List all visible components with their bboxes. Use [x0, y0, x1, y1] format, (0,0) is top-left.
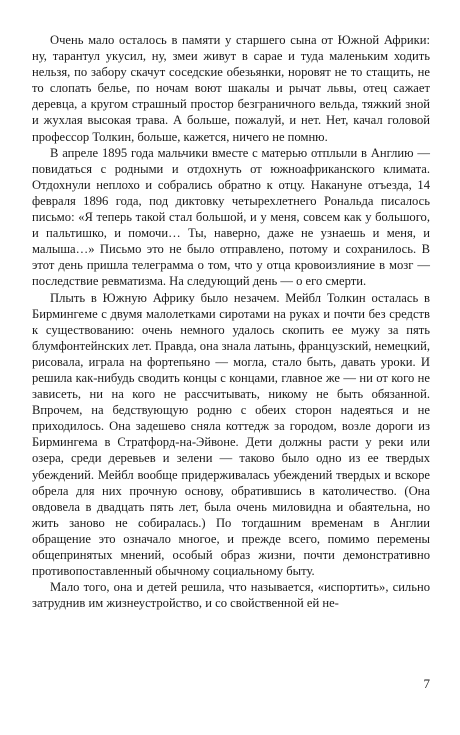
paragraph-south-africa-memories: Очень мало осталось в памяти у старшего сына от Южной Африки: ну, тарантул укусил, ну, змеи живут в сарае и туда маленьким ходить нельзя, по забору скачут соседские обезьянки, норовят не то стащить, не то слопать белье, по ночам воют шакалы и рычат львы, отец сажает деревца, а кругом страшный простор безграничного вельда, тяжкий зной и жухлая высокая трава. А больше, пожалуй, и нет. Нет, качал головой профессор Толкин, больше, кажется, ничего не помню.: [32, 33, 430, 144]
page-number: 7: [423, 676, 430, 691]
paragraph-spoil-children: Мало того, она и детей решила, что называется, «испортить», сильно затруднив им жизнеустройство, и со свойственной ей не-: [32, 580, 430, 611]
paragraph-april-1895: В апреле 1895 года мальчики вместе с матерью отплыли в Англию — повидаться с родными и отдохнуть от южноафриканского климата. Отдохнули неплохо и собрались обратно к отцу. Накануне отъезда, 14 февраля 1896 года, под диктовку четырехлетнего Рональда писалось письмо: «Я теперь такой стал большой, и у меня, совсем как у большого, и пальтишко, и помочи… Ты, наверно, даже не узнаешь и меня, и малыша…» Письмо это не было отправлено, потому и сохранилось. В этот день пришла телеграмма о том, что у отца кровоизлияние в мозг — последствие ревматизма. На следующий день — о его смерти.: [32, 145, 430, 289]
book-page: [32, 32, 430, 704]
paragraph-birmingham: Плыть в Южную Африку было незачем. Мейбл Толкин осталась в Бирмингеме с двумя малолетками сиротами на руках и почти без средств к существованию: очень немного удалось скопить ее мужу за пять блумфонтейнских лет. Правда, она знала латынь, французский, немецкий, рисовала, играла на фортепьяно — могла, стало быть, давать уроки. И решила как-нибудь сводить концы с концами, главное же — ни от кого не зависеть, ни на кого не рассчитывать, никому не быть обязанной. Впрочем, на бедствующую родню с обеих сторон надеяться и не приходилось. Она задешево сняла коттедж за городом, возле дороги из Бирмингема в Стратфорд-на-Эйвоне. Дети должны расти у реки или озера, среди деревьев и зелени — таково было одно из ее твердых убеждений. Мейбл вообще придерживалась убеждений твердых и вскоре обрела для них прочную основу, обратившись в католичество. (Она овдовела в двадцать пять лет, была очень миловидна и обаятельна, но жить заново не собиралась.) По тогдашним временам в Англии обращение это означало многое, и прежде всего, помимо перемены общепринятых мнений, особый образ жизни, почти демонстративно противопоставленный обычному социальному быту.: [32, 290, 430, 579]
